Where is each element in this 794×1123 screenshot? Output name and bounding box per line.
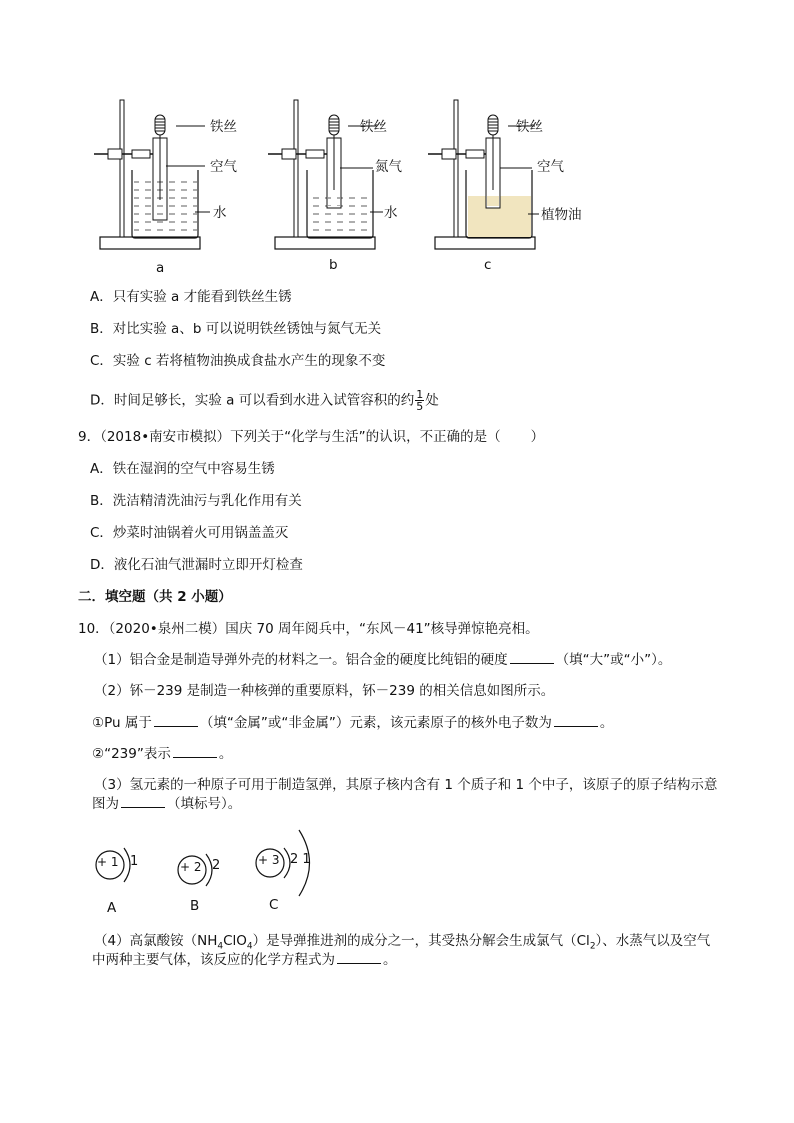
q9-option-d: D．液化石油气泄漏时立即开灯检查 xyxy=(90,557,303,573)
q9-option-b: B．洗洁精清洗油污与乳化作用有关 xyxy=(90,493,302,509)
q10-part2-sub2-text: ②“239”表示 xyxy=(92,746,171,762)
caption-a: a xyxy=(156,260,165,276)
q8-option-b: B．对比实验 a、b 可以说明铁丝锈蚀与氮气无关 xyxy=(90,321,382,337)
label-a-air: 空气 xyxy=(210,159,237,175)
q10-part2-sub2-end: 。 xyxy=(218,746,233,762)
label-c-air: 空气 xyxy=(537,159,564,175)
q10-part3-hint: （填标号）。 xyxy=(167,796,242,812)
atom-c-caption: C xyxy=(269,897,279,913)
q10-part4-end: 。 xyxy=(383,952,397,968)
atom-b-nucleus: + 2 xyxy=(180,860,202,874)
q10-part2-sub2 xyxy=(92,745,232,763)
subscript: 2 xyxy=(589,941,596,952)
q10-part4-text-c: ）是导弹推进剂的成分之一，其受热分解会生成氯气（Cl xyxy=(252,933,590,949)
q8-option-d-end: 处 xyxy=(425,392,439,409)
apparatus-a xyxy=(94,100,210,249)
q10-part2-sub1 xyxy=(92,714,613,732)
q10-part1 xyxy=(94,651,671,669)
subscript: 4 xyxy=(217,941,224,952)
q10-part1-text: （1）铝合金是制造导弹外壳的材料之一。铝合金的硬度比纯铝的硬度 xyxy=(94,652,508,668)
atom-c-shells: 2 1 xyxy=(290,852,311,867)
q10-part4-text: 中两种主要气体，该反应的化学方程式为 xyxy=(92,952,335,968)
label-a-water: 水 xyxy=(213,205,227,221)
label-a-iron-wire: 铁丝 xyxy=(210,119,237,135)
subscript: 4 xyxy=(246,941,253,952)
q10-part3-line1: （3）氢元素的一种原子可用于制造氢弹，其原子核内含有 1 个质子和 1 个中子，该原子的原子结构示意 xyxy=(94,777,718,793)
atom-c-nucleus: + 3 xyxy=(258,853,280,867)
q10-part2-sub1-text: ①Pu 属于 xyxy=(92,715,152,731)
answer-blank[interactable] xyxy=(510,651,554,664)
q8-option-d-text: D．时间足够长，实验 a 可以看到水进入试管容积的约 xyxy=(90,392,415,409)
answer-blank[interactable] xyxy=(554,714,598,727)
q9-option-a: A．铁在湿润的空气中容易生锈 xyxy=(90,461,275,477)
q10-stem: 10．（2020•泉州二模）国庆 70 周年阅兵中，“东风－41”核导弹惊艳亮相。 xyxy=(78,621,539,637)
fraction-one-fifth xyxy=(415,389,424,412)
atom-b-caption: B xyxy=(190,898,200,914)
q10-part2-sub1-mid: （填“金属”或“非金属”）元素，该元素原子的核外电子数为 xyxy=(199,715,552,731)
label-b-iron-wire: 铁丝 xyxy=(360,119,387,135)
q10-part3-text: 图为 xyxy=(92,796,119,812)
answer-blank[interactable] xyxy=(173,745,217,758)
q10-part3-line2 xyxy=(92,795,241,813)
q10-part4-text-b: ClO xyxy=(223,933,247,949)
atom-a-shells: 1 xyxy=(130,854,139,869)
label-b-nitrogen: 氮气 xyxy=(375,159,402,175)
rust-experiment-figure xyxy=(0,90,794,280)
q10-part2-sub1-end: 。 xyxy=(599,715,614,731)
q10-part4-line2 xyxy=(92,951,397,969)
q8-option-c: C．实验 c 若将植物油换成食盐水产生的现象不变 xyxy=(90,353,386,369)
q8-option-a: A．只有实验 a 才能看到铁丝生锈 xyxy=(90,289,292,305)
section-title-fill-in: 二．填空题（共 2 小题） xyxy=(78,589,232,605)
q10-part1-hint: （填“大”或“小”）。 xyxy=(555,652,672,668)
q8-option-d xyxy=(90,389,439,412)
answer-blank[interactable] xyxy=(121,795,165,808)
label-c-iron-wire: 铁丝 xyxy=(516,119,543,135)
atom-structure-diagrams xyxy=(80,820,340,920)
q10-part4-text-a: （4）高氯酸铵（NH xyxy=(94,933,218,949)
q9-stem xyxy=(78,428,544,446)
q10-part4-text-d: ）、水蒸气以及空气 xyxy=(595,933,711,949)
caption-c: c xyxy=(484,257,492,273)
label-c-vegetable-oil: 植物油 xyxy=(541,207,582,223)
q10-part2: （2）钚－239 是制造一种核弹的重要原料，钚－239 的相关信息如图所示。 xyxy=(94,683,555,699)
label-b-water: 水 xyxy=(384,205,398,221)
q9-stem-close: ） xyxy=(530,429,545,445)
q9-stem-text: 9．（2018•南安市模拟）下列关于“化学与生活”的认识，不正确的是（ xyxy=(78,429,501,445)
atom-b-shells: 2 xyxy=(212,858,221,873)
answer-blank[interactable] xyxy=(154,714,198,727)
fraction-numerator: 1 xyxy=(416,388,424,401)
atom-a-caption: A xyxy=(107,900,117,916)
answer-blank[interactable] xyxy=(337,951,381,964)
atom-a-nucleus: + 1 xyxy=(97,855,119,869)
fraction-denominator: 5 xyxy=(416,400,424,413)
q9-option-c: C．炒菜时油锅着火可用锅盖盖灭 xyxy=(90,525,289,541)
caption-b: b xyxy=(329,257,338,273)
